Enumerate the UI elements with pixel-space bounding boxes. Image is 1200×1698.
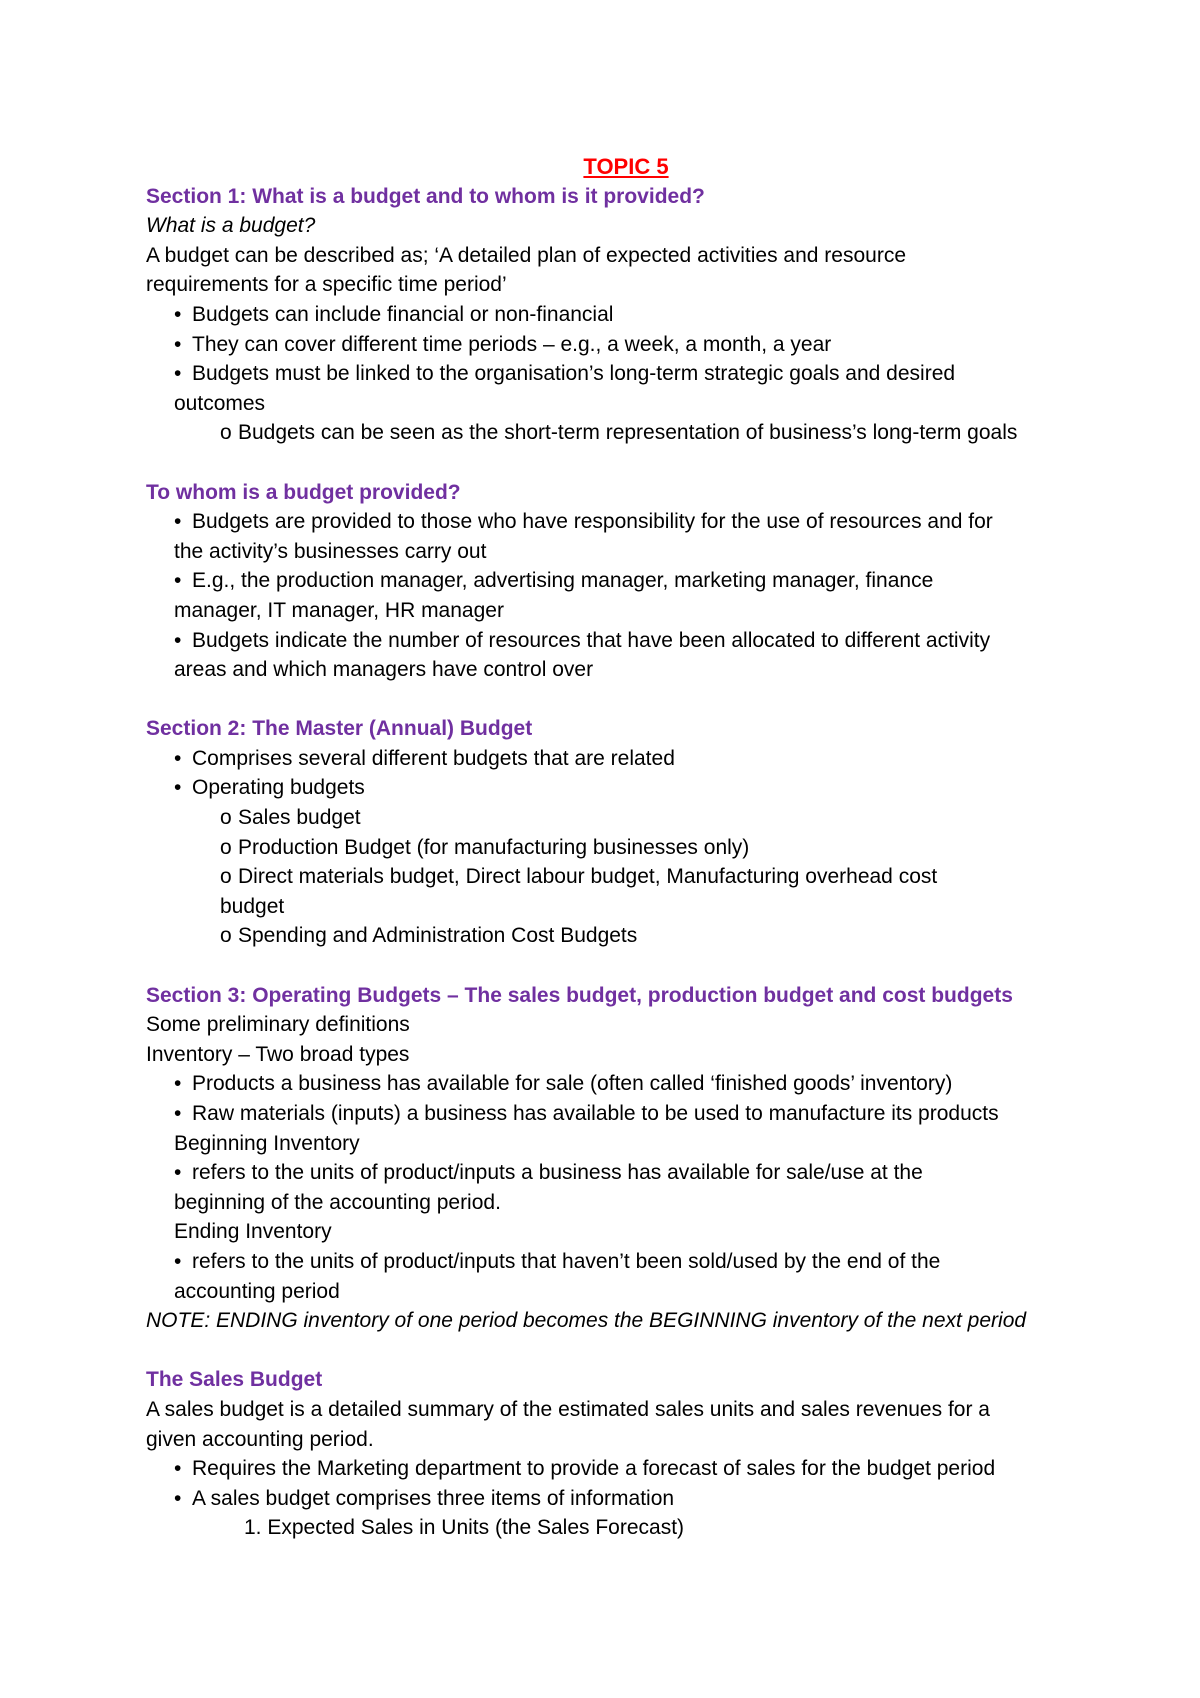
paragraph-line (146, 1395, 1106, 1425)
paragraph-line (146, 1010, 1106, 1040)
line-text: Beginning Inventory (174, 1131, 360, 1155)
bullet-icon: • (174, 628, 182, 652)
bullet-icon: • (174, 1161, 182, 1185)
bullet-icon: • (174, 302, 182, 326)
bullet-continuation (146, 1217, 1106, 1247)
section-heading (146, 478, 1106, 508)
bullet-item (146, 507, 1106, 537)
line-text: accounting period (174, 1279, 340, 1303)
line-text: requirements for a specific time period’ (146, 273, 507, 297)
bullet-icon: • (174, 1102, 182, 1125)
blank-line (146, 951, 1106, 981)
line-text: Section 2: The Master (Annual) Budget (146, 717, 533, 741)
paragraph-line (146, 1040, 1106, 1070)
line-text: A sales budget comprises three items of information (192, 1486, 675, 1510)
bullet-icon: • (174, 1457, 182, 1481)
bullet-item (146, 1484, 1106, 1514)
section-heading (146, 1365, 1106, 1395)
bullet-item (146, 566, 1106, 596)
line-text: Budgets can include financial or non-financial (192, 302, 614, 326)
sub-bullet-icon: o (220, 421, 232, 445)
bullet-continuation (146, 1188, 1106, 1218)
sub-bullet-item (146, 418, 1106, 448)
bullet-item (146, 359, 1106, 389)
bullet-icon: • (174, 1072, 182, 1096)
line-text: Requires the Marketing department to provide a forecast of sales for the budget period (192, 1457, 996, 1481)
bullet-icon: • (174, 776, 182, 800)
page-title: TOPIC 5 (583, 154, 669, 179)
bullet-continuation (146, 389, 1106, 419)
line-text: Section 1: What is a budget and to whom is it provided? (146, 184, 705, 208)
blank-line (146, 1336, 1106, 1366)
bullet-item (146, 1158, 1106, 1188)
bullet-item (146, 1247, 1106, 1277)
line-text: refers to the units of product/inputs that haven’t been sold/used by the end of the (192, 1249, 941, 1273)
bullet-item (146, 773, 1106, 803)
line-text: What is a budget? (146, 214, 316, 238)
line-text: given accounting period. (146, 1427, 374, 1451)
line-text: E.g., the production manager, advertising manager, marketing manager, finance (192, 569, 934, 593)
bullet-continuation (146, 596, 1106, 626)
paragraph-line (146, 241, 1106, 271)
line-text: Budgets can be seen as the short-term representation of business’s long-term goals (238, 421, 1018, 445)
sub-bullet-item (146, 803, 1106, 833)
line-text: The Sales Budget (146, 1368, 323, 1392)
line-text: outcomes (174, 391, 266, 415)
sub-bullet-icon: o (220, 924, 232, 948)
bullet-item (146, 300, 1106, 330)
bullet-icon: • (174, 569, 182, 593)
bullet-item (146, 1099, 1106, 1129)
section-heading (146, 714, 1106, 744)
sub-bullet-item (146, 921, 1106, 951)
bullet-continuation (146, 1277, 1106, 1307)
sub-bullet-continuation (146, 892, 1106, 922)
line-text: 1. Expected Sales in Units (the Sales Forecast) (244, 1516, 685, 1540)
line-text: Products a business has available for sale (often called ‘finished goods’ inventory) (192, 1072, 953, 1096)
line-text: Budgets are provided to those who have responsibility for the use of resources and for (192, 510, 993, 534)
line-text: Operating budgets (192, 776, 365, 800)
line-text: Direct materials budget, Direct labour budget, Manufacturing overhead cost (238, 865, 938, 889)
line-text: Budgets must be linked to the organisation’s long-term strategic goals and desired (192, 362, 956, 386)
bullet-item (146, 1069, 1106, 1099)
paragraph-line (146, 1425, 1106, 1455)
sub-bullet-icon: o (220, 865, 232, 889)
sub-bullet-item (146, 833, 1106, 863)
italic-text (146, 1306, 1106, 1336)
bullet-icon: • (174, 362, 182, 386)
sub-bullet-icon: o (220, 835, 232, 859)
bullet-icon: • (174, 746, 182, 770)
paragraph-line (146, 270, 1106, 300)
line-text: Ending Inventory (174, 1220, 332, 1244)
bullet-icon: • (174, 1486, 182, 1510)
bullet-continuation (146, 655, 1106, 685)
document-body (146, 152, 1106, 1543)
line-text: manager, IT manager, HR manager (174, 598, 504, 622)
bullet-item (146, 626, 1106, 656)
line-text: Production Budget (for manufacturing businesses only) (238, 835, 750, 859)
line-text: the activity’s businesses carry out (174, 539, 487, 563)
bullet-continuation (146, 537, 1106, 567)
line-text: Spending and Administration Cost Budgets (238, 924, 638, 948)
line-text: Raw materials (inputs) a business has available to be used to manufacture its products (192, 1102, 999, 1125)
bullet-icon: • (174, 510, 182, 534)
bullet-icon: • (174, 1249, 182, 1273)
line-text: A budget can be described as; ‘A detailed plan of expected activities and resource (146, 243, 906, 267)
blank-line (146, 448, 1106, 478)
line-text: Sales budget (238, 806, 361, 830)
line-text: Budgets indicate the number of resources that have been allocated to different activity (192, 628, 991, 652)
italic-text (146, 211, 1106, 241)
document-lines (146, 182, 1106, 1543)
line-text: budget (220, 894, 285, 918)
line-text: A sales budget is a detailed summary of the estimated sales units and sales revenues for a (146, 1397, 990, 1421)
bullet-icon: • (174, 332, 182, 356)
sub-bullet-icon: o (220, 806, 232, 830)
line-text: To whom is a budget provided? (146, 480, 461, 504)
line-text: areas and which managers have control over (174, 658, 594, 682)
bullet-item (146, 744, 1106, 774)
line-text: They can cover different time periods – e.g., a week, a month, a year (192, 332, 832, 356)
blank-line (146, 685, 1106, 715)
line-text: Some preliminary definitions (146, 1013, 410, 1037)
numbered-item (146, 1513, 1106, 1543)
section-heading (146, 182, 1106, 212)
bullet-item (146, 330, 1106, 360)
bullet-continuation (146, 1129, 1106, 1159)
line-text: Inventory – Two broad types (146, 1042, 410, 1066)
line-text: beginning of the accounting period. (174, 1190, 501, 1214)
line-text: Section 3: Operating Budgets – The sales budget, production budget and cost budgets (146, 983, 1013, 1007)
section-heading (146, 981, 1106, 1011)
line-text: Comprises several different budgets that are related (192, 746, 675, 770)
bullet-item (146, 1454, 1106, 1484)
line-text: NOTE: ENDING inventory of one period becomes the BEGINNING inventory of the next period (146, 1309, 1027, 1333)
sub-bullet-item (146, 862, 1106, 892)
line-text: refers to the units of product/inputs a business has available for sale/use at the (192, 1161, 923, 1185)
